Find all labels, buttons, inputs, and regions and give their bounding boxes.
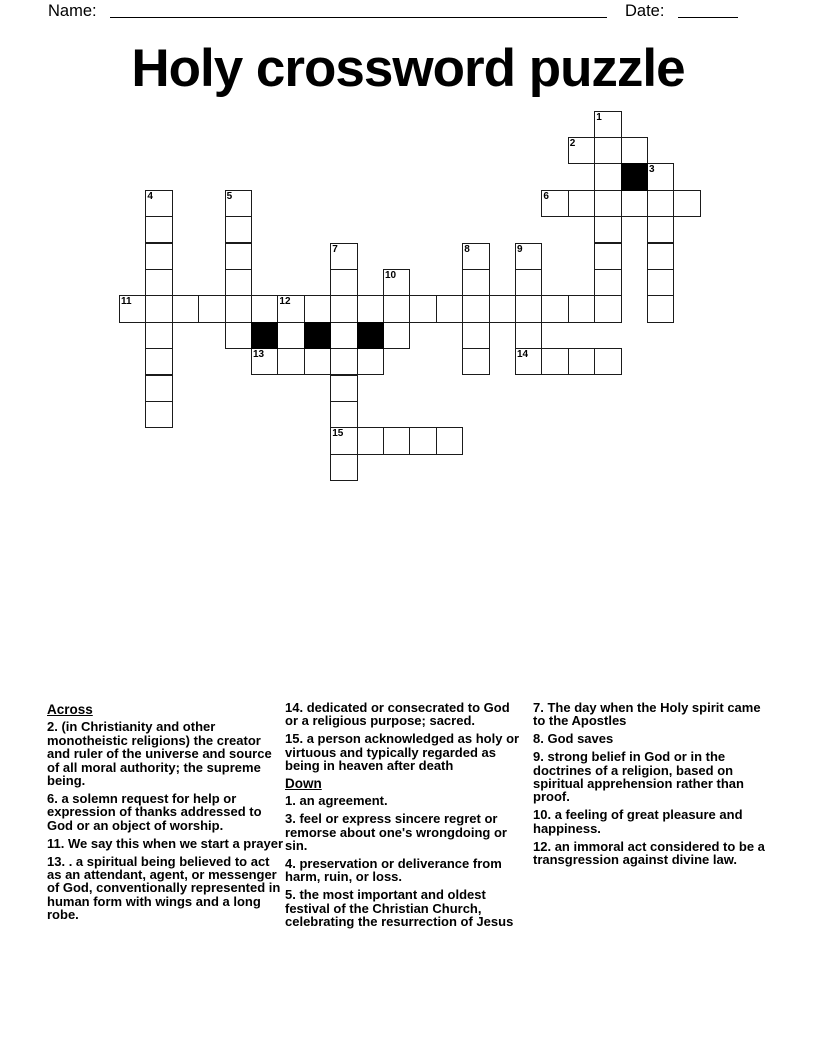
cell-number: 2 [569,137,576,149]
grid-cell[interactable] [647,216,674,243]
clue-text: . a spiritual being believed to act as an attendant, agent, or messenger of God, conventionally represented in human form with wings and a long robe. [47,853,281,923]
clue-heading-down: Down [285,776,322,792]
grid-cell[interactable] [145,322,172,349]
grid-cell[interactable] [330,375,357,402]
grid-cell[interactable] [594,190,621,217]
clue-number: 2. [47,719,62,735]
grid-cell[interactable] [594,269,621,296]
date-fill-line[interactable] [678,17,738,18]
cell-number: 5 [226,190,233,202]
grid-cell[interactable] [568,137,595,164]
grid-cell[interactable] [225,322,252,349]
clue-item [533,701,776,728]
cell-number: 3 [649,164,655,176]
grid-cell[interactable] [383,295,410,322]
page-title: Holy crossword puzzle [131,39,685,98]
clues-column-across [47,701,285,926]
grid-cell[interactable] [462,243,489,270]
clues-column-middle [285,701,525,933]
clue-number: 7. [533,700,548,715]
grid-cell[interactable] [594,163,621,190]
clue-item [285,857,525,884]
grid-cell[interactable] [568,190,595,217]
clue-text: a solemn request for help or expression of thanks addressed to God or an object of worship. [47,790,262,833]
grid-cell[interactable] [647,163,674,190]
cell-number: 1 [596,111,602,123]
clue-text: the most important and oldest festival of the Christian Church, celebrating the resurrection of Jesus [285,887,514,930]
clue-item [285,812,525,852]
name-label: Name: [48,2,97,20]
grid-cell[interactable] [330,295,357,322]
grid-cell[interactable] [330,348,357,375]
clue-number: 5. [285,887,300,903]
clue-text: The day when the Holy spirit came to the Apostles [533,700,761,729]
grid-cell[interactable] [225,295,252,322]
clue-number: 12. [533,838,555,854]
clue-number: 9. [533,749,548,765]
clue-item [47,855,285,922]
grid-cell[interactable] [594,137,621,164]
grid-cell[interactable] [541,295,568,322]
cell-number: 7 [332,243,338,255]
grid-cell[interactable] [409,427,436,454]
grid-cell[interactable] [515,322,542,349]
clues-column-right [533,701,776,871]
cell-number: 14 [517,349,529,361]
grid-cell[interactable] [647,295,674,322]
grid-cell[interactable] [647,269,674,296]
date-label: Date: [625,2,665,20]
cell-number: 11 [121,296,132,308]
grid-cell[interactable] [225,243,252,270]
grid-cell[interactable] [145,216,172,243]
cell-number: 12 [279,296,291,308]
grid-cell[interactable] [673,190,700,217]
grid-cell-black [621,163,648,190]
grid-cell[interactable] [330,454,357,481]
grid-cell[interactable] [330,243,357,270]
clue-item [533,732,776,745]
grid-cell[interactable] [515,295,542,322]
cell-number: 8 [464,243,470,255]
cell-number: 13 [253,349,265,361]
cell-number: 4 [147,190,153,202]
grid-cell[interactable] [594,348,621,375]
clue-item [533,840,776,867]
clue-number: 6. [47,790,62,806]
grid-cell[interactable] [621,137,648,164]
clue-item [285,732,525,772]
grid-cell[interactable] [594,111,621,138]
grid-cell-black [251,322,278,349]
grid-cell[interactable] [436,427,463,454]
grid-cell[interactable] [198,295,225,322]
grid-cell[interactable] [225,216,252,243]
grid-cell[interactable] [594,216,621,243]
grid-cell[interactable] [462,269,489,296]
grid-cell[interactable] [119,295,146,322]
clue-text: preservation or deliverance from harm, ruin, or loss. [285,856,502,885]
clue-number: 8. [533,731,548,747]
grid-cell[interactable] [462,348,489,375]
grid-cell[interactable] [277,295,304,322]
clue-number: 3. [285,811,300,827]
clue-number: 4. [285,856,300,872]
name-fill-line[interactable] [110,17,607,18]
grid-cell[interactable] [330,401,357,428]
grid-cell[interactable] [172,295,199,322]
grid-cell[interactable] [594,243,621,270]
grid-cell[interactable] [383,322,410,349]
cell-number: 6 [543,190,549,202]
cell-number: 9 [517,243,523,255]
grid-cell[interactable] [568,348,595,375]
clue-number: 10. [533,807,555,823]
grid-cell[interactable] [145,295,172,322]
grid-cell[interactable] [436,295,463,322]
grid-cell[interactable] [515,269,542,296]
clue-number: 13. [47,853,69,869]
grid-cell[interactable] [647,190,674,217]
grid-cell[interactable] [225,269,252,296]
grid-cell[interactable] [251,295,278,322]
clue-text: dedicated or consecrated to God or a religious purpose; sacred. [285,700,510,729]
grid-cell[interactable] [541,190,568,217]
grid-cell[interactable] [330,427,357,454]
clue-item [47,792,285,832]
clue-number: 1. [285,793,300,809]
grid-cell[interactable] [357,348,384,375]
clue-item [533,750,776,804]
clue-item [285,888,525,928]
clue-item [47,837,285,850]
cell-number: 15 [332,428,344,440]
grid-cell[interactable] [304,295,331,322]
grid-cell[interactable] [330,269,357,296]
clue-text: an immoral act considered to be a transgression against divine law. [533,838,765,868]
grid-cell[interactable] [357,427,384,454]
clue-text: an agreement. [299,793,388,809]
grid-cell[interactable] [383,269,410,296]
grid-cell[interactable] [594,295,621,322]
grid-cell-black [357,322,384,349]
clue-text: God saves [547,731,614,747]
clue-number: 11. [47,835,68,851]
grid-cell[interactable] [515,243,542,270]
clue-number: 14. [285,700,307,715]
clue-item [285,794,525,807]
grid-cell[interactable] [568,295,595,322]
grid-cell[interactable] [304,348,331,375]
grid-cell[interactable] [225,190,252,217]
clue-text: (in Christianity and other monotheistic religions) the creator and ruler of the universe and source of all moral authority; the supreme being. [47,719,272,789]
grid-cell[interactable] [145,401,172,428]
clue-item [285,701,525,728]
clue-text: strong belief in God or in the doctrines of a religion, based on spiritual apprehension rather than proof. [533,749,744,805]
clue-text: feel or express sincere regret or remorse about one's wrongdoing or sin. [285,811,507,854]
clue-heading-across: Across [47,702,93,717]
grid-cell[interactable] [621,190,648,217]
grid-cell[interactable] [462,322,489,349]
grid-cell[interactable] [409,295,436,322]
grid-cell[interactable] [383,427,410,454]
grid-cell[interactable] [330,322,357,349]
clue-number: 15. [285,731,307,747]
grid-cell[interactable] [145,190,172,217]
grid-cell[interactable] [462,295,489,322]
grid-cell[interactable] [357,295,384,322]
grid-cell[interactable] [277,322,304,349]
grid-cell[interactable] [251,348,278,375]
clue-text: a person acknowledged as holy or virtuous and typically regarded as being in heaven after death [285,731,520,774]
cell-number: 10 [385,269,397,281]
clue-item [533,808,776,835]
grid-cell[interactable] [145,243,172,270]
clue-item [47,720,285,787]
grid-cell[interactable] [145,269,172,296]
grid-cell[interactable] [277,348,304,375]
grid-cell[interactable] [515,348,542,375]
grid-cell[interactable] [145,375,172,402]
grid-cell[interactable] [541,348,568,375]
grid-cell[interactable] [647,243,674,270]
clue-text: We say this when we start a prayer [67,835,284,851]
grid-cell[interactable] [145,348,172,375]
grid-cell-black [304,322,331,349]
clue-text: a feeling of great pleasure and happiness. [533,807,743,836]
grid-cell[interactable] [489,295,516,322]
